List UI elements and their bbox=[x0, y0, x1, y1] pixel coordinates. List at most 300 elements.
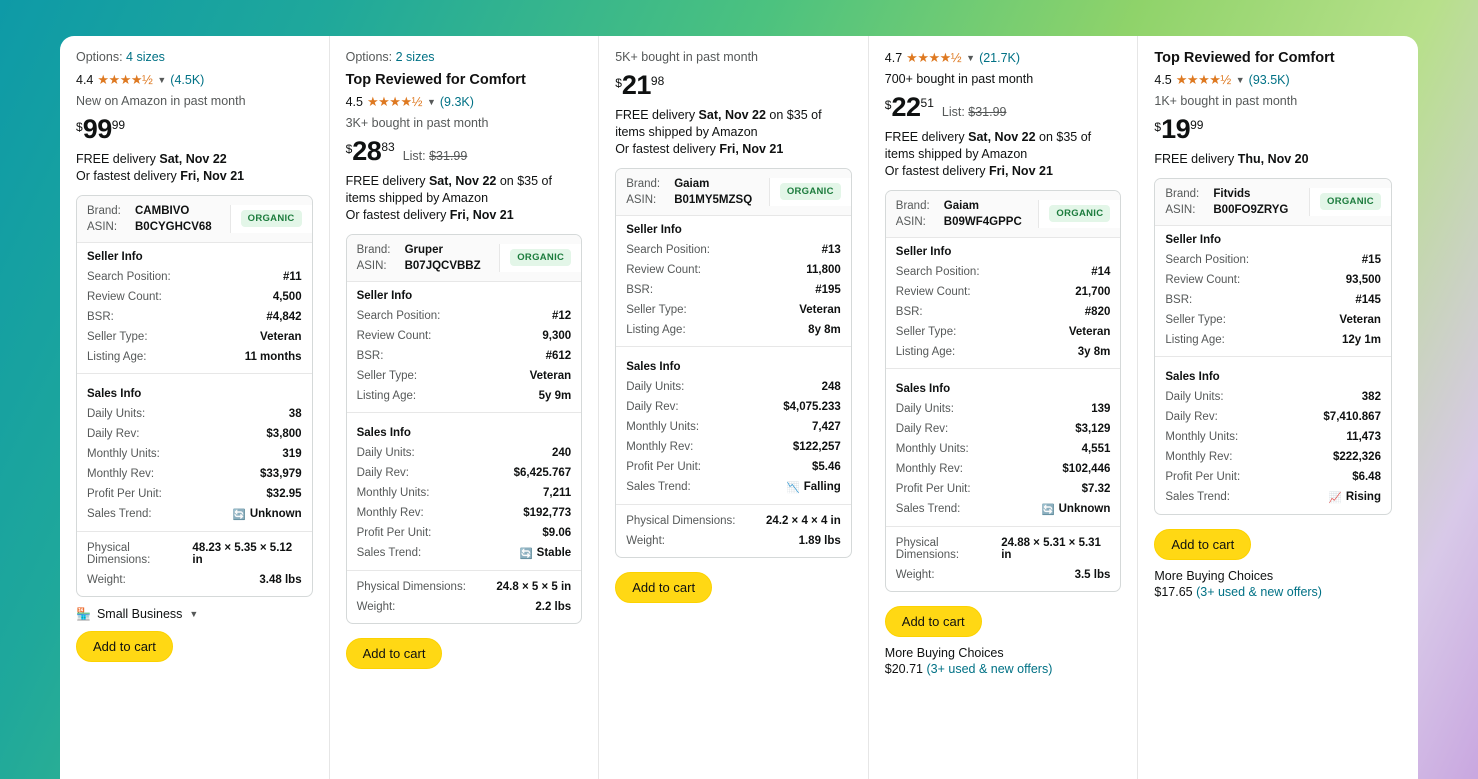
sales-info-row bbox=[347, 463, 582, 483]
row-key: Physical Dimensions: bbox=[87, 541, 151, 566]
price-fraction: 99 bbox=[111, 118, 126, 132]
row-value: $6,425.767 bbox=[513, 466, 572, 479]
brand-value: CAMBIVO bbox=[135, 204, 190, 217]
price-currency: $ bbox=[1154, 120, 1162, 134]
row-key: Seller Type: bbox=[87, 330, 148, 343]
row-key: Physical Dimensions: bbox=[626, 514, 736, 527]
row-key: Seller Type: bbox=[356, 369, 418, 382]
row-key: Physical Dimensions: bbox=[356, 580, 466, 593]
sales-info-row bbox=[616, 377, 851, 397]
top-reviewed-badge: Top Reviewed for Comfort bbox=[1154, 50, 1335, 66]
sales-info-title: Sales Info bbox=[87, 387, 142, 400]
sales-info-row bbox=[77, 424, 312, 444]
trend-label: Rising bbox=[1345, 491, 1381, 504]
row-key: Monthly Units: bbox=[87, 447, 160, 460]
more-buying-choices-price bbox=[1154, 585, 1392, 599]
row-value: #195 bbox=[815, 283, 841, 296]
rating-row[interactable] bbox=[885, 50, 1122, 66]
seller-info-row bbox=[77, 307, 312, 327]
seller-info-row bbox=[616, 280, 851, 300]
row-key: Search Position: bbox=[895, 265, 980, 278]
asin-value: B0CYGHCV68 bbox=[135, 220, 212, 233]
sales-info-row bbox=[1155, 447, 1391, 467]
sales-trend-row bbox=[1155, 487, 1391, 508]
sales-trend-value bbox=[520, 547, 572, 560]
row-value: Veteran bbox=[1339, 313, 1381, 326]
delivery-date-primary: Thu, Nov 20 bbox=[1237, 152, 1309, 166]
row-key: Daily Rev: bbox=[87, 427, 140, 440]
row-key: Profit Per Unit: bbox=[895, 482, 971, 495]
asin-label: ASIN: bbox=[895, 215, 926, 228]
seller-info-row bbox=[616, 240, 851, 260]
row-key: Sales Trend: bbox=[1165, 490, 1230, 503]
row-value: 48.23 × 5.35 × 5.12 in bbox=[192, 541, 293, 566]
row-value: Veteran bbox=[260, 330, 302, 343]
stars-icon: ★★★★½ bbox=[366, 94, 422, 109]
trend-icon: 🔄 bbox=[519, 547, 533, 560]
section-divider bbox=[77, 531, 312, 532]
seller-info-row bbox=[616, 300, 851, 320]
row-value: 24.88 × 5.31 × 5.31 in bbox=[1001, 536, 1101, 561]
price-currency: $ bbox=[345, 142, 353, 156]
price-fraction: 99 bbox=[1190, 118, 1204, 132]
add-to-cart-button[interactable]: Add to cart bbox=[1154, 529, 1251, 560]
row-key: Daily Rev: bbox=[626, 400, 679, 413]
row-value: #14 bbox=[1091, 265, 1111, 278]
price-fraction: 83 bbox=[381, 140, 395, 154]
row-key: Search Position: bbox=[626, 243, 710, 256]
price-block bbox=[1154, 116, 1392, 143]
trend-label: Stable bbox=[536, 547, 572, 560]
row-key: Daily Units: bbox=[626, 380, 685, 393]
row-key: Sales Trend: bbox=[87, 507, 152, 520]
row-key: Listing Age: bbox=[626, 323, 686, 336]
row-value: Veteran bbox=[529, 369, 572, 382]
delivery-date-fastest: Fri, Nov 21 bbox=[719, 141, 784, 156]
section-divider bbox=[347, 570, 582, 571]
sales-info-row bbox=[886, 439, 1121, 459]
more-buying-choices-price bbox=[885, 662, 1122, 676]
row-value: 3.48 lbs bbox=[259, 573, 302, 586]
row-key: Review Count: bbox=[1165, 273, 1241, 286]
row-key: Daily Units: bbox=[1165, 390, 1224, 403]
sales-info-row bbox=[616, 397, 851, 417]
row-key: Monthly Units: bbox=[626, 420, 700, 433]
physical-info-row bbox=[616, 531, 851, 551]
price-fraction: 98 bbox=[650, 74, 665, 88]
trend-label: Falling bbox=[803, 481, 841, 494]
row-key: Listing Age: bbox=[87, 350, 147, 363]
stars-icon: ★★★★½ bbox=[1175, 72, 1231, 87]
trend-label: Unknown bbox=[1058, 503, 1111, 516]
rating-row[interactable] bbox=[1154, 72, 1392, 88]
row-value: 4,500 bbox=[272, 290, 302, 303]
card-bottom-spacer bbox=[77, 590, 312, 596]
delivery-date-primary: Sat, Nov 22 bbox=[698, 108, 766, 122]
asin-row bbox=[1165, 204, 1309, 216]
row-key: Profit Per Unit: bbox=[87, 487, 162, 500]
seller-info-row bbox=[347, 346, 582, 366]
row-key: Daily Units: bbox=[87, 407, 146, 420]
row-key: Physical Dimensions: bbox=[895, 536, 960, 561]
physical-info-row bbox=[347, 597, 582, 617]
row-key: Monthly Units: bbox=[356, 486, 430, 499]
row-key: Weight: bbox=[356, 600, 396, 613]
sales-info-row bbox=[347, 503, 582, 523]
sales-info-row bbox=[77, 404, 312, 424]
seller-info-title: Seller Info bbox=[356, 289, 413, 302]
chevron-down-icon[interactable]: ▼ bbox=[1235, 75, 1245, 85]
seller-info-row bbox=[886, 322, 1121, 342]
seller-info-row bbox=[1155, 270, 1391, 290]
row-key: Monthly Rev: bbox=[356, 506, 424, 519]
physical-info-row bbox=[347, 577, 582, 597]
row-value: 8y 8m bbox=[808, 323, 841, 336]
delivery-date-primary: Sat, Nov 22 bbox=[428, 174, 497, 188]
sales-info-row bbox=[1155, 467, 1391, 487]
row-key: Daily Units: bbox=[356, 446, 415, 459]
row-key: Weight: bbox=[895, 568, 935, 581]
row-key: Monthly Units: bbox=[1165, 430, 1239, 443]
brand-value: Gaiam bbox=[674, 177, 710, 190]
row-key: Monthly Rev: bbox=[87, 467, 155, 480]
brand-value: Gaiam bbox=[943, 199, 979, 212]
row-value: 21,700 bbox=[1075, 285, 1111, 298]
row-value: 24.8 × 5 × 5 in bbox=[496, 580, 572, 593]
row-key: Sales Trend: bbox=[895, 502, 961, 515]
bought-line: 700+ bought in past month bbox=[884, 72, 1034, 86]
price-whole: 28 bbox=[352, 136, 382, 166]
stars-icon: ★★★★½ bbox=[97, 72, 153, 87]
metrics-card bbox=[885, 190, 1122, 592]
row-value: $222,326 bbox=[1333, 450, 1381, 463]
brand-block bbox=[626, 178, 769, 206]
sales-info-row bbox=[347, 523, 582, 543]
row-key: Seller Type: bbox=[626, 303, 687, 316]
row-key: Listing Age: bbox=[1165, 333, 1225, 346]
row-key: Daily Rev: bbox=[895, 422, 949, 435]
brand-row bbox=[626, 178, 769, 190]
sales-trend-row bbox=[886, 499, 1121, 520]
seller-info-title: Seller Info bbox=[87, 250, 143, 263]
row-key: Listing Age: bbox=[356, 389, 417, 402]
rating-row[interactable] bbox=[76, 72, 313, 88]
sales-trend-value bbox=[1329, 491, 1381, 504]
seller-info-row bbox=[1155, 250, 1391, 270]
brand-row bbox=[1165, 188, 1309, 200]
bought-line: New on Amazon in past month bbox=[76, 94, 246, 108]
card-bottom-spacer bbox=[1155, 508, 1391, 514]
row-value: Veteran bbox=[799, 303, 841, 316]
price-whole: 22 bbox=[891, 92, 921, 122]
trend-icon: 📉 bbox=[786, 481, 800, 494]
section-divider bbox=[886, 526, 1121, 527]
row-value: $9.06 bbox=[542, 526, 572, 539]
brand-block bbox=[357, 244, 500, 272]
chevron-down-icon[interactable]: ▼ bbox=[157, 75, 167, 85]
seller-info-title: Seller Info bbox=[626, 223, 682, 236]
delivery-date-fastest: Fri, Nov 21 bbox=[449, 207, 514, 222]
section-divider bbox=[347, 412, 582, 413]
chevron-down-icon[interactable]: ▼ bbox=[966, 53, 976, 63]
row-value: 24.2 × 4 × 4 in bbox=[765, 514, 841, 527]
organic-badge-label: ORGANIC bbox=[510, 249, 571, 266]
delivery-info bbox=[1154, 151, 1392, 168]
seller-info-row bbox=[347, 366, 582, 386]
brand-label: Brand: bbox=[87, 204, 121, 217]
storefront-icon: 🏪 bbox=[76, 606, 91, 621]
row-key: Search Position: bbox=[87, 270, 171, 283]
section-divider bbox=[616, 504, 851, 505]
trend-icon: 🔄 bbox=[232, 508, 246, 521]
review-count-link[interactable]: (21.7K) bbox=[979, 51, 1021, 65]
row-value: 240 bbox=[552, 446, 572, 459]
add-to-cart-button[interactable]: Add to cart bbox=[615, 572, 712, 603]
chevron-down-icon[interactable]: ▼ bbox=[189, 608, 199, 619]
sales-info-row bbox=[77, 444, 312, 464]
row-value: $32.95 bbox=[266, 487, 302, 500]
row-key: Sales Trend: bbox=[356, 546, 422, 559]
brand-block bbox=[87, 205, 230, 233]
row-value: 7,427 bbox=[812, 420, 841, 433]
delivery-line-fastest: Or fastest delivery Fri, Nov 21 bbox=[345, 207, 514, 222]
add-to-cart-button[interactable]: Add to cart bbox=[885, 606, 982, 637]
row-key: Listing Age: bbox=[895, 345, 956, 358]
seller-info-row bbox=[886, 282, 1121, 302]
row-value: 93,500 bbox=[1345, 273, 1381, 286]
row-value: $102,446 bbox=[1062, 462, 1111, 475]
seller-info-row bbox=[1155, 310, 1391, 330]
row-value: 382 bbox=[1361, 390, 1381, 403]
row-value: #13 bbox=[821, 243, 841, 256]
delivery-date-primary: Sat, Nov 22 bbox=[968, 130, 1036, 144]
row-value: 11 months bbox=[244, 350, 302, 363]
row-key: Daily Rev: bbox=[356, 466, 409, 479]
row-value: 1.89 lbs bbox=[798, 534, 841, 547]
price-fraction: 51 bbox=[920, 96, 934, 110]
rating-value: 4.7 bbox=[884, 51, 903, 65]
product-card-1 bbox=[60, 36, 330, 779]
bought-line: 5K+ bought in past month bbox=[615, 50, 758, 64]
row-value: 11,473 bbox=[1346, 430, 1381, 443]
organic-badge bbox=[769, 178, 851, 206]
price-whole: 99 bbox=[82, 114, 112, 144]
seller-info-row bbox=[77, 267, 312, 287]
row-key: Review Count: bbox=[626, 263, 701, 276]
brand-row bbox=[896, 200, 1039, 212]
list-price bbox=[942, 105, 1007, 119]
seller-info-title: Seller Info bbox=[895, 245, 952, 258]
rating-value: 4.4 bbox=[76, 73, 94, 87]
brand-block bbox=[896, 200, 1039, 228]
top-reviewed-badge: Top Reviewed for Comfort bbox=[345, 72, 526, 88]
asin-row bbox=[896, 216, 1039, 228]
list-price-value: $31.99 bbox=[429, 149, 468, 163]
small-business-row[interactable] bbox=[76, 607, 313, 621]
physical-info-row bbox=[77, 570, 312, 590]
product-card-5 bbox=[1138, 36, 1408, 779]
trend-label: Unknown bbox=[249, 508, 302, 521]
asin-label: ASIN: bbox=[1165, 203, 1196, 216]
delivery-line-primary: FREE delivery Thu, Nov 20 bbox=[1154, 152, 1309, 166]
sales-trend-value bbox=[1042, 503, 1111, 516]
brand-row bbox=[357, 244, 500, 256]
row-value: $192,773 bbox=[523, 506, 572, 519]
row-value: 9,300 bbox=[542, 329, 572, 342]
row-value: $4,075.233 bbox=[783, 400, 841, 413]
sales-info-row bbox=[1155, 387, 1391, 407]
seller-info-title: Seller Info bbox=[1165, 233, 1221, 246]
asin-value: B01MY5MZSQ bbox=[674, 193, 753, 206]
sales-info-title: Sales Info bbox=[626, 360, 681, 373]
row-value: #15 bbox=[1361, 253, 1381, 266]
section-divider bbox=[616, 346, 851, 347]
row-key: Profit Per Unit: bbox=[356, 526, 432, 539]
row-key: Daily Units: bbox=[895, 402, 954, 415]
rating-row[interactable] bbox=[346, 94, 583, 110]
brand-label: Brand: bbox=[895, 199, 930, 212]
card-bottom-spacer bbox=[616, 551, 851, 557]
section-divider bbox=[1155, 356, 1391, 357]
delivery-date-fastest: Fri, Nov 21 bbox=[988, 163, 1053, 178]
row-value: #11 bbox=[283, 270, 302, 283]
row-key: Profit Per Unit: bbox=[1165, 470, 1241, 483]
row-key: Monthly Rev: bbox=[626, 440, 694, 453]
row-value: 139 bbox=[1091, 402, 1111, 415]
options-label: Options: bbox=[345, 50, 396, 64]
organic-badge-label: ORGANIC bbox=[241, 210, 302, 227]
sales-info-row bbox=[886, 419, 1121, 439]
price-currency: $ bbox=[884, 98, 892, 112]
row-key: Monthly Rev: bbox=[1165, 450, 1233, 463]
row-value: 12y 1m bbox=[1341, 333, 1381, 346]
row-value: #612 bbox=[545, 349, 572, 362]
row-key: Seller Type: bbox=[1165, 313, 1226, 326]
seller-info-row bbox=[1155, 330, 1391, 350]
card-bottom-spacer bbox=[886, 585, 1121, 591]
asin-label: ASIN: bbox=[87, 220, 118, 233]
organic-badge bbox=[1038, 200, 1120, 228]
asin-label: ASIN: bbox=[626, 193, 657, 206]
small-business-label: Small Business bbox=[96, 606, 183, 621]
options-link[interactable]: 4 sizes bbox=[126, 50, 165, 64]
row-value: 3.5 lbs bbox=[1074, 568, 1111, 581]
delivery-line-primary: FREE delivery Sat, Nov 22 on $35 of items shipped by Amazon bbox=[345, 174, 552, 205]
sales-info-row bbox=[616, 457, 851, 477]
mbc-price-value: $17.65 bbox=[1154, 584, 1197, 599]
asin-row bbox=[87, 221, 230, 233]
row-value: 248 bbox=[821, 380, 841, 393]
physical-info-row bbox=[886, 533, 1121, 565]
physical-info-row bbox=[77, 538, 312, 570]
row-value: #145 bbox=[1355, 293, 1381, 306]
row-key: Review Count: bbox=[356, 329, 432, 342]
chevron-down-icon[interactable]: ▼ bbox=[426, 97, 436, 107]
product-card-4 bbox=[869, 36, 1139, 779]
brand-row bbox=[87, 205, 230, 217]
row-key: Seller Type: bbox=[895, 325, 957, 338]
row-key: BSR: bbox=[87, 310, 114, 323]
delivery-date-fastest: Fri, Nov 21 bbox=[180, 168, 245, 183]
mbc-price-value: $20.71 bbox=[884, 661, 927, 676]
sales-info-row bbox=[77, 484, 312, 504]
delivery-info bbox=[885, 129, 1122, 180]
seller-info-row bbox=[886, 342, 1121, 362]
options-link[interactable]: 2 sizes bbox=[395, 50, 435, 64]
sales-info-row bbox=[1155, 427, 1391, 447]
sales-info-row bbox=[347, 483, 582, 503]
row-value: #4,842 bbox=[266, 310, 302, 323]
bought-line: 3K+ bought in past month bbox=[345, 116, 489, 130]
stars-icon: ★★★★½ bbox=[906, 50, 962, 65]
row-key: BSR: bbox=[1165, 293, 1193, 306]
row-value: 38 bbox=[288, 407, 302, 420]
metrics-card bbox=[76, 195, 313, 597]
add-to-cart-button[interactable]: Add to cart bbox=[76, 631, 173, 662]
sales-info-title: Sales Info bbox=[895, 382, 951, 395]
mbc-offers-link[interactable]: (3+ used & new offers) bbox=[926, 661, 1053, 676]
sales-trend-row bbox=[616, 477, 851, 498]
sales-trend-value bbox=[233, 508, 302, 521]
delivery-line-fastest: Or fastest delivery Fri, Nov 21 bbox=[76, 168, 245, 183]
card-bottom-spacer bbox=[347, 617, 582, 623]
delivery-line-fastest: Or fastest delivery Fri, Nov 21 bbox=[884, 163, 1053, 178]
price-block bbox=[346, 138, 583, 165]
options-label: Options: bbox=[76, 50, 127, 64]
brand-header bbox=[77, 196, 312, 243]
row-value: $6.48 bbox=[1352, 470, 1381, 483]
brand-label: Brand: bbox=[626, 177, 661, 190]
row-key: BSR: bbox=[895, 305, 923, 318]
sales-info-row bbox=[616, 437, 851, 457]
organic-badge bbox=[230, 205, 312, 233]
organic-badge bbox=[499, 244, 581, 272]
row-key: Weight: bbox=[87, 573, 126, 586]
mbc-offers-link[interactable]: (3+ used & new offers) bbox=[1196, 584, 1322, 599]
delivery-line-fastest: Or fastest delivery Fri, Nov 21 bbox=[615, 141, 784, 156]
delivery-line-primary: FREE delivery Sat, Nov 22 on $35 of items shipped by Amazon bbox=[884, 130, 1092, 161]
organic-badge-label: ORGANIC bbox=[780, 183, 841, 200]
row-value: $3,129 bbox=[1075, 422, 1111, 435]
brand-header bbox=[1155, 179, 1391, 226]
options-line bbox=[76, 50, 313, 64]
price-currency: $ bbox=[615, 76, 622, 90]
add-to-cart-button[interactable]: Add to cart bbox=[346, 638, 443, 669]
row-key: BSR: bbox=[626, 283, 654, 296]
seller-info-row bbox=[886, 302, 1121, 322]
row-key: Sales Trend: bbox=[626, 480, 691, 493]
price-block bbox=[615, 72, 852, 99]
asin-label: ASIN: bbox=[356, 259, 387, 272]
row-value: $33,979 bbox=[260, 467, 302, 480]
seller-info-row bbox=[77, 347, 312, 367]
list-price-label: List: bbox=[941, 105, 969, 119]
row-value: 11,800 bbox=[806, 263, 841, 276]
review-count-link[interactable]: (93.5K) bbox=[1248, 73, 1290, 87]
seller-info-row bbox=[1155, 290, 1391, 310]
row-value: $7,410.867 bbox=[1323, 410, 1381, 423]
review-count-link[interactable]: (4.5K) bbox=[170, 73, 205, 87]
metrics-card bbox=[1154, 178, 1392, 515]
row-key: Monthly Units: bbox=[895, 442, 969, 455]
list-price-value: $31.99 bbox=[968, 105, 1007, 119]
more-buying-choices-title: More Buying Choices bbox=[884, 645, 1004, 660]
seller-info-row bbox=[616, 320, 851, 340]
delivery-info bbox=[76, 151, 313, 185]
row-value: Veteran bbox=[1068, 325, 1111, 338]
sales-info-row bbox=[1155, 407, 1391, 427]
review-count-link[interactable]: (9.3K) bbox=[439, 95, 474, 109]
